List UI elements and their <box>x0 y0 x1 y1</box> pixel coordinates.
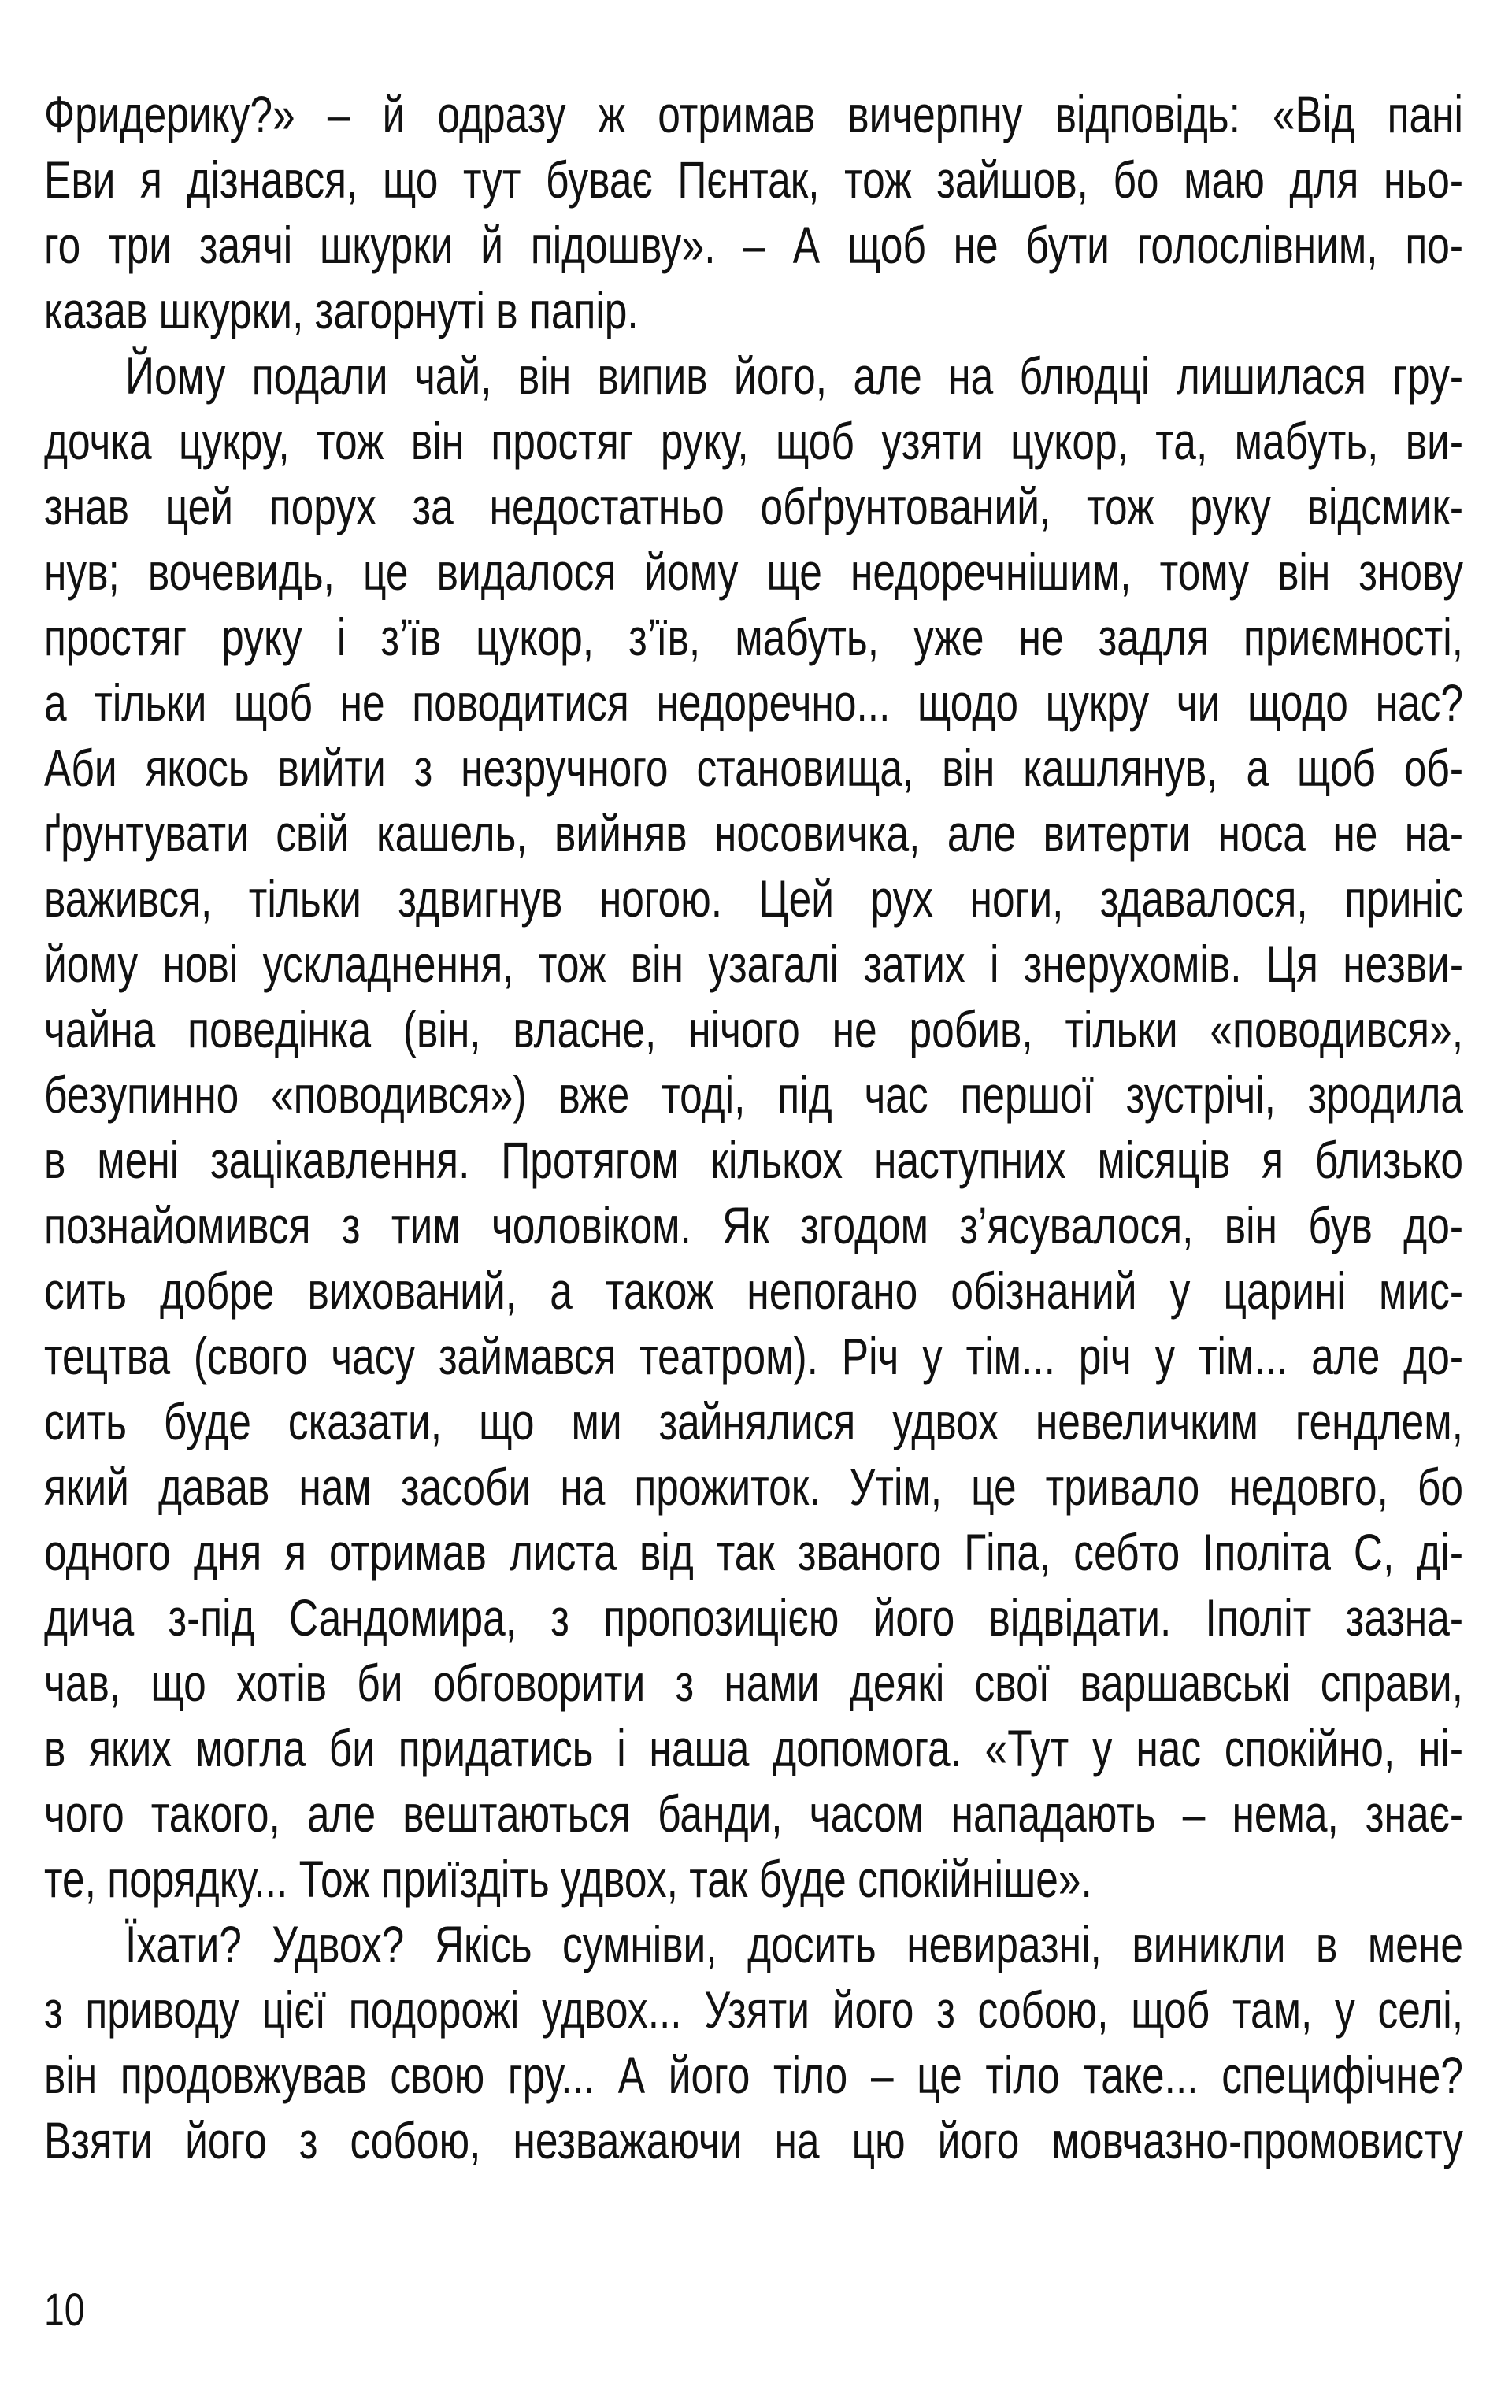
body-text <box>44 82 1463 2173</box>
text-line-content: тецтва (свого часу займався театром). Річ у тім... річ у тім... але до- <box>44 1327 1463 1385</box>
text-line-content: йому нові ускладнення, тож він узагалі затих і знерухомів. Ця незви- <box>44 935 1463 993</box>
text-line <box>44 1912 1463 1977</box>
text-line <box>44 1650 1463 1716</box>
text-line-content: в мені зацікавлення. Протягом кількох наступних місяців я близько <box>44 1131 1463 1189</box>
text-line <box>44 213 1463 278</box>
text-line-content: сить добре вихований, а також непогано обізнаний у царині мис- <box>44 1261 1463 1320</box>
text-line <box>44 801 1463 866</box>
text-line <box>44 1389 1463 1454</box>
text-line-content: одного дня я отримав листа від так званого Гіпа, себто Іполіта С, ді- <box>44 1523 1463 1581</box>
text-line-content: дочка цукру, тож він простяг руку, щоб узяти цукор, та, мабуть, ви- <box>44 412 1463 470</box>
text-line <box>44 1520 1463 1585</box>
text-line <box>44 670 1463 735</box>
text-line <box>44 474 1463 539</box>
text-line-content: який давав нам засоби на прожиток. Утім, це тривало недовго, бо <box>44 1458 1463 1516</box>
text-line <box>44 1324 1463 1389</box>
text-line <box>44 1716 1463 1781</box>
text-line <box>44 866 1463 932</box>
text-line <box>44 1193 1463 1258</box>
text-line-content: простяг руку і з’їв цукор, з’їв, мабуть, уже не задля приємності, <box>44 608 1463 666</box>
text-line <box>44 147 1463 213</box>
text-line-content: Аби якось вийти з незручного становища, він кашлянув, а щоб об- <box>44 739 1463 797</box>
text-line-content: Еви я дізнався, що тут буває Пєнтак, тож зайшов, бо маю для ньо- <box>44 150 1463 209</box>
text-line-content: Фридерику?» – й одразу ж отримав вичерпну відповідь: «Від пані <box>44 85 1463 143</box>
text-line-content: з приводу цієї подорожі удвох... Узяти його з собою, щоб там, у селі, <box>44 1980 1463 2039</box>
text-line <box>44 1258 1463 1324</box>
text-line <box>44 605 1463 670</box>
text-line-content: Йому подали чай, він випив його, але на блюдці лишилася гру- <box>124 346 1463 405</box>
text-line-content: чайна поведінка (він, власне, нічого не робив, тільки «поводився», <box>44 1000 1463 1058</box>
text-line-content: Взяти його з собою, незважаючи на цю його мовчазно-промовисту <box>44 2111 1463 2169</box>
text-line <box>44 343 1463 409</box>
text-line-content: те, порядку... Тож приїздіть удвох, так буде спокійніше». <box>44 1850 1092 1908</box>
text-line-content: а тільки щоб не поводитися недоречно... щодо цукру чи щодо нас? <box>44 673 1463 732</box>
text-line-content: він продовжував свою гру... А його тіло – це тіло таке... специфічне? <box>44 2046 1463 2104</box>
text-line <box>44 1454 1463 1520</box>
text-line <box>44 1585 1463 1650</box>
text-line-content: безупинно «поводився») вже тоді, під час першої зустрічі, зродила <box>44 1065 1463 1124</box>
text-line <box>44 1062 1463 1128</box>
text-line-content: ґрунтувати свій кашель, вийняв носовичка, але витерти носа не на- <box>44 804 1463 862</box>
text-line <box>44 539 1463 605</box>
text-line <box>44 82 1463 147</box>
text-line-content: го три заячі шкурки й підошву». – А щоб не бути голослівним, по- <box>44 216 1463 274</box>
text-line-content: чого такого, але вештаються банди, часом нападають – нема, знає- <box>44 1784 1463 1843</box>
text-line <box>44 2108 1463 2173</box>
page-number: 10 <box>44 2284 85 2336</box>
text-line <box>44 278 1463 343</box>
text-line <box>44 2043 1463 2108</box>
text-line <box>44 735 1463 801</box>
text-line-content: чав, що хотів би обговорити з нами деякі свої варшавські справи, <box>44 1654 1463 1712</box>
text-line <box>44 997 1463 1062</box>
text-line-content: знав цей порух за недостатньо обґрунтований, тож руку відсмик- <box>44 477 1463 535</box>
text-line <box>44 1977 1463 2043</box>
text-line <box>44 932 1463 997</box>
text-line-content: в яких могла би придатись і наша допомога. «Тут у нас спокійно, ні- <box>44 1719 1463 1777</box>
text-line-content: Їхати? Удвох? Якісь сумніви, досить невиразні, виникли в мене <box>124 1915 1463 1973</box>
text-line <box>44 1847 1463 1912</box>
text-line <box>44 1781 1463 1847</box>
text-line-content: важився, тільки здвигнув ногою. Цей рух ноги, здавалося, приніс <box>44 869 1463 928</box>
text-line <box>44 1128 1463 1193</box>
text-line-content: познайомився з тим чоловіком. Як згодом з’ясувалося, він був до- <box>44 1196 1463 1254</box>
text-line-content: сить буде сказати, що ми зайнялися удвох невеличким гендлем, <box>44 1392 1463 1450</box>
text-line <box>44 409 1463 474</box>
text-line-content: дича з-під Сандомира, з пропозицією його відвідати. Іполіт зазна- <box>44 1588 1463 1647</box>
text-line-content: казав шкурки, загорнуті в папір. <box>44 281 639 339</box>
text-line-content: нув; вочевидь, це видалося йому ще недоречнішим, тому він знову <box>44 543 1463 601</box>
